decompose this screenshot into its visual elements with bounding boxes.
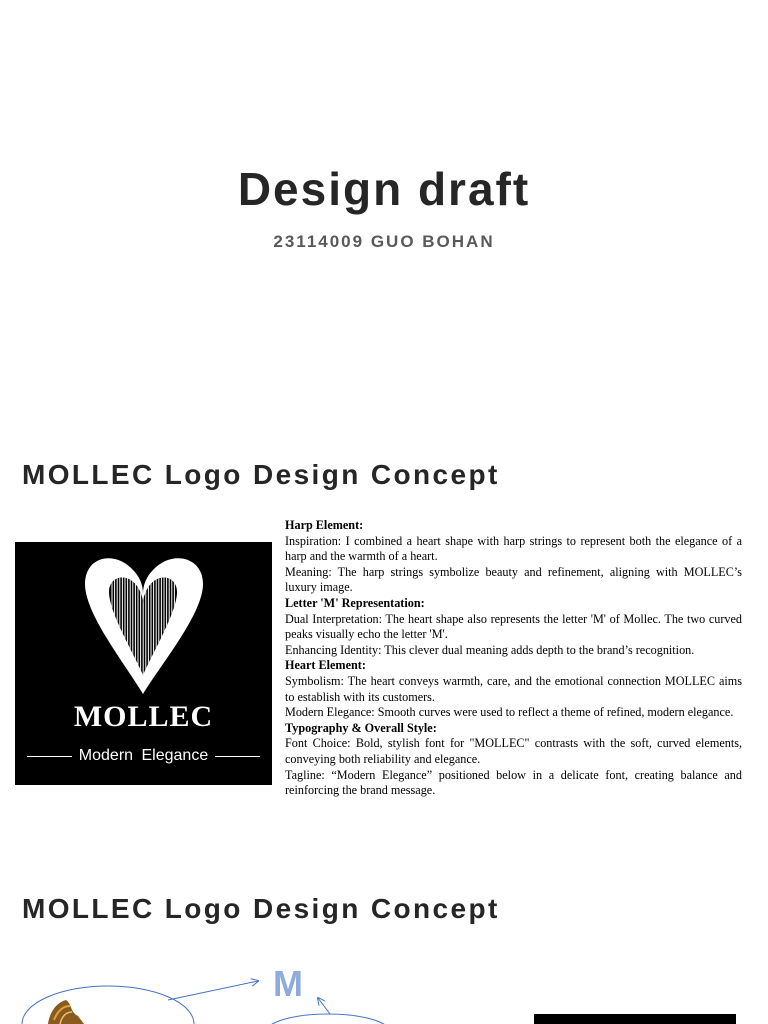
page-subtitle: 23114009 GUO BOHAN xyxy=(273,232,495,251)
diagram-letter-m: M xyxy=(273,963,303,1004)
diagram-ellipse-left xyxy=(22,986,194,1024)
tagline-right-rule xyxy=(215,756,260,757)
diagram-arrow-to-letter xyxy=(168,981,258,1000)
section-paragraph: Enhancing Identity: This clever dual meaning adds depth to the brand’s recognition. xyxy=(285,642,695,657)
harp-photo-icon xyxy=(48,1000,84,1024)
slide-2-heading: MOLLEC Logo Design Concept xyxy=(22,893,500,924)
mollec-logo xyxy=(15,542,272,785)
section-paragraph: Symbolism: The heart conveys warmth, care, and the emotional connection MOLLEC aims to establish with its customers. xyxy=(285,673,742,704)
diagram-arrow-up xyxy=(318,998,330,1014)
slide-1-heading: MOLLEC Logo Design Concept xyxy=(22,459,500,490)
logo-wordmark: MOLLEC xyxy=(73,700,214,733)
slide-2-logo-thumbnail xyxy=(534,1014,736,1024)
section-paragraph: Tagline: “Modern Elegance” positioned below in a delicate font, creating balance and reinforcing the brand message. xyxy=(285,767,742,798)
section-title-letter-m: Letter 'M' Representation: xyxy=(285,595,425,610)
tagline-left-rule xyxy=(27,756,72,757)
section-paragraph: Font Choice: Bold, stylish font for "MOLLEC" contrasts with the soft, curved elements, conveying both reliability and elegance. xyxy=(285,736,742,766)
section-paragraph: Dual Interpretation: The heart shape also represents the letter 'M' of Mollec. The two curved peaks visually echo the letter 'M'. xyxy=(285,611,742,642)
section-paragraph: Meaning: The harp strings symbolize beauty and refinement, aligning with MOLLEC’s luxury image. xyxy=(285,564,742,595)
section-paragraph: Inspiration: I combined a heart shape with harp strings to represent both the elegance of a harp and the warmth of a heart. xyxy=(285,533,742,564)
section-title-typography: Typography & Overall Style: xyxy=(285,720,437,735)
page-title: Design draft xyxy=(237,163,531,215)
section-title-harp: Harp Element: xyxy=(285,518,364,532)
section-title-heart: Heart Element: xyxy=(285,658,366,673)
logo-tagline: Modern Elegance xyxy=(78,747,209,764)
section-paragraph: Modern Elegance: Smooth curves were used to reflect a theme of refined, modern elegance. xyxy=(285,705,734,720)
concept-description xyxy=(285,518,742,799)
diagram-ellipse-right xyxy=(266,1014,390,1024)
logo-tagline-row xyxy=(27,747,260,765)
